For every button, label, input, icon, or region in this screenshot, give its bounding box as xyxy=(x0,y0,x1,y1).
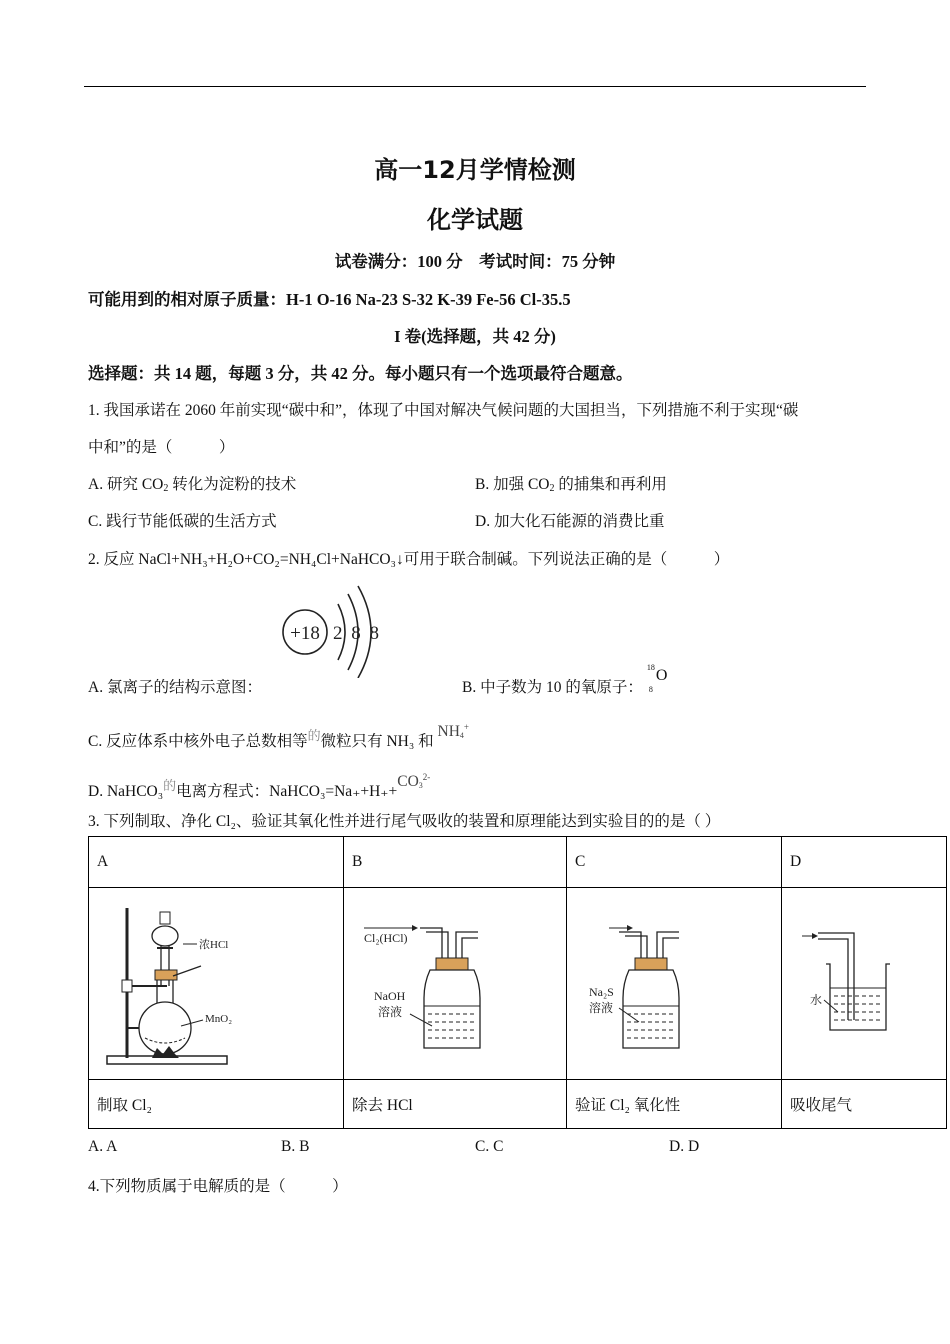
chloride-ion-structure-diagram xyxy=(278,582,388,678)
label-solution-c: 溶液 xyxy=(589,1001,614,1015)
label-naoh: NaOH xyxy=(374,989,406,1003)
q3-header-d: D xyxy=(782,837,947,888)
q3-apparatus-table xyxy=(88,836,947,1129)
q1-option-d[interactable]: D. 加大化石能源的消费比重 xyxy=(475,513,665,530)
oxygen-mass-number: 18 xyxy=(646,663,655,673)
q3-header-a: A xyxy=(89,837,344,888)
q3-figure-a-cell xyxy=(89,888,344,1080)
label-conc-hcl: 浓HCl xyxy=(199,939,229,951)
q3-caption-c: 验证 Cl₂ 氧化性 xyxy=(567,1080,782,1129)
q3-option-d[interactable]: D. D xyxy=(669,1138,700,1155)
q2-option-d[interactable]: D. NaHCO₃$^的$电离方程式：$NaHCO_3=Na_++H_++CO_3^{2-}$ xyxy=(88,772,431,801)
water-beaker-absorber xyxy=(790,888,938,1074)
label-na2s: Na₂S xyxy=(589,985,614,999)
q1-option-a[interactable]: A. 研究 $CO_2$ 转化为淀粉的技术 xyxy=(88,476,297,494)
q2-option-b[interactable]: B. 中子数为 10 的氧原子： 18 8 O xyxy=(462,663,668,696)
q3-option-a[interactable]: A. A xyxy=(88,1138,118,1155)
q3-stem: 3. 下列制取、净化 Cl₂、验证其氧化性并进行尾气吸收的装置和原理能达到实验目的的是（ ） xyxy=(88,813,721,830)
q3-figure-c-cell xyxy=(567,888,782,1080)
q3-option-c[interactable]: C. C xyxy=(475,1138,504,1155)
naoh-gas-washing-bottle xyxy=(352,888,558,1074)
q3-option-b[interactable]: B. B xyxy=(281,1138,310,1155)
q1-stem-line2: 中和”的是（ ） xyxy=(88,439,235,456)
q3-caption-a: 制取 Cl₂ xyxy=(89,1080,344,1129)
instructions: 选择题：共 14 题，每题 3 分，共 42 分。每小题只有一个选项最符合题意。 xyxy=(88,364,633,383)
q2-option-c[interactable]: C. 反应体系中核外电子总数相等$^的$微粒只有 NH₃ 和 $NH_4^+$ xyxy=(88,722,469,751)
q1-option-b[interactable]: B. 加强 $CO_2$ 的捕集和再利用 xyxy=(475,476,667,494)
q1-stem-line1: 1. 我国承诺在 2060 年前实现“碳中和”，体现了中国对解决气候问题的大国担当，下列措施不利于实现“碳 xyxy=(88,402,799,419)
section-heading: I 卷(选择题，共 42 分) xyxy=(394,327,556,346)
q3-header-b: B xyxy=(344,837,567,888)
q3-caption-b: 除去 HCl xyxy=(344,1080,567,1129)
subject-title: 化学试题 xyxy=(427,206,523,234)
exam-title: 高一12月学情检测 xyxy=(374,156,576,184)
diagram-nucleus: +18 xyxy=(290,623,320,644)
q3-figure-b-cell xyxy=(344,888,567,1080)
q3-caption-d: 吸收尾气 xyxy=(782,1080,947,1129)
q3-figure-d-cell xyxy=(782,888,947,1080)
oxygen-atomic-number: 8 xyxy=(648,685,653,695)
q3-header-c: C xyxy=(567,837,782,888)
label-solution-b: 溶液 xyxy=(378,1005,403,1019)
diagram-shells: 2 8 8 xyxy=(333,623,381,644)
q1-option-c[interactable]: C. 践行节能低碳的生活方式 xyxy=(88,513,277,530)
q2-stem: 2. 反应 NaCl+NH₃+H₂O+CO₂=NH₄Cl+NaHCO₃↓可用于联合制碱。下列说法正确的是（ ） xyxy=(88,551,730,568)
chlorine-generator-apparatus xyxy=(97,888,335,1074)
q4-stem: 4.下列物质属于电解质的是（ ） xyxy=(88,1178,348,1195)
na2s-gas-washing-bottle xyxy=(575,888,773,1074)
label-water: 水 xyxy=(810,993,823,1007)
atomic-masses: 可能用到的相对原子质量：H-1 O-16 Na-23 S-32 K-39 Fe-56 Cl-35.5 xyxy=(88,290,571,309)
label-cl2-hcl: Cl₂(HCl) xyxy=(364,931,408,945)
exam-info: 试卷满分：100 分 考试时间：75 分钟 xyxy=(334,252,616,271)
oxygen-symbol: O xyxy=(655,667,668,685)
q2-option-a[interactable]: A. 氯离子的结构示意图： xyxy=(88,679,262,696)
header-rule xyxy=(84,86,866,87)
label-mno2: MnO₂ xyxy=(205,1013,233,1025)
